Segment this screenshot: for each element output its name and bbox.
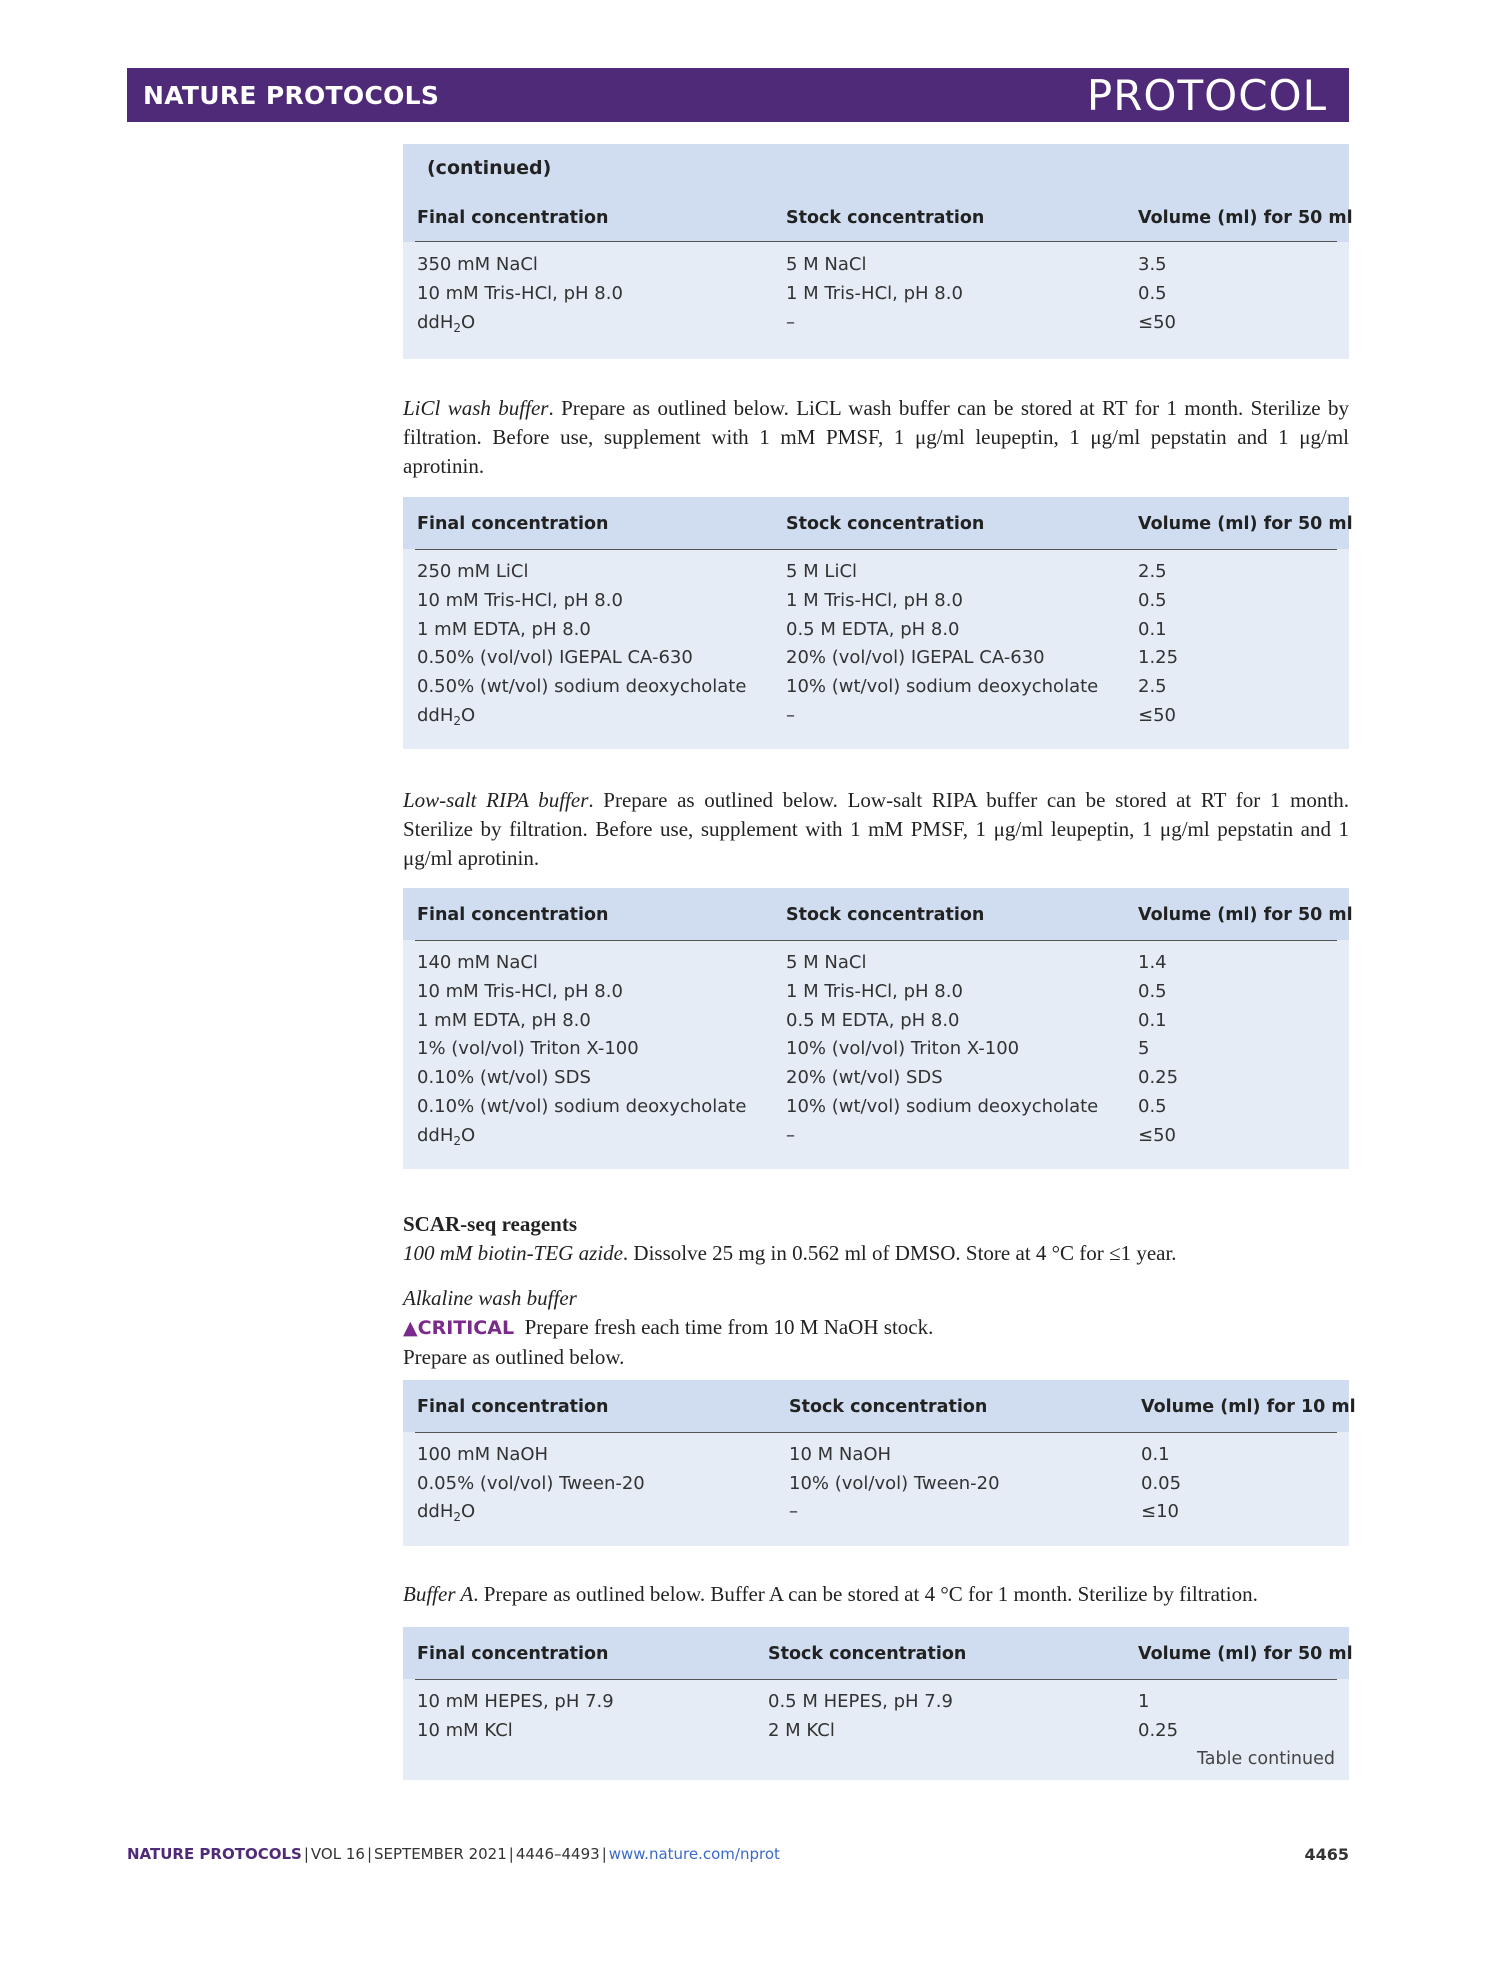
table-cell: 0.10% (wt/vol) sodium deoxycholate — [417, 1096, 747, 1117]
table-cell: 10 mM KCl — [417, 1720, 513, 1741]
table-cell: 2.5 — [1138, 561, 1167, 582]
col-volume: Volume (ml) for 50 ml — [1138, 905, 1353, 925]
table-cell: 1.4 — [1138, 952, 1167, 973]
ripa-paragraph — [403, 786, 1349, 873]
table-cell: 350 mM NaCl — [417, 254, 538, 275]
buffer-a-paragraph — [403, 1580, 1349, 1609]
table-cell: 1 mM EDTA, pH 8.0 — [417, 1010, 591, 1031]
biotin-text: . Dissolve 25 mg in 0.562 ml of DMSO. Store at 4 °C for ≤1 year. — [622, 1241, 1177, 1265]
col-final-concentration: Final concentration — [417, 905, 609, 925]
ripa-title: Low-salt RIPA buffer — [403, 788, 589, 812]
col-volume: Volume (ml) for 50 ml — [1138, 514, 1353, 534]
table-cell: 2 M KCl — [768, 1720, 835, 1741]
table-cell: – — [786, 1125, 795, 1146]
licl-text: . Prepare as outlined below. LiCL wash buffer can be stored at RT for 1 month. Sterilize by filtration. Before use, supplement with 1 mM PMSF, 1 μg/ml leupeptin, 1 μg/ml pepstatin and 1 μg/ml aprotinin. — [403, 396, 1349, 478]
alkaline-title: Alkaline wash buffer — [403, 1286, 577, 1310]
licl-wash-paragraph — [403, 394, 1349, 481]
table-cell: 1.25 — [1138, 647, 1179, 668]
header-rule — [415, 940, 1337, 941]
biotin-title: 100 mM biotin-TEG azide — [403, 1241, 623, 1265]
col-stock-concentration: Stock concentration — [786, 905, 985, 925]
table-cell: 1% (vol/vol) Triton X-100 — [417, 1038, 639, 1059]
table-cell: 0.05 — [1141, 1473, 1182, 1494]
col-final-concentration: Final concentration — [417, 1397, 609, 1417]
table-header — [403, 1627, 1353, 1679]
table-cell: 5 — [1138, 1038, 1150, 1059]
col-stock-concentration: Stock concentration — [786, 514, 985, 534]
journal-name: NATURE PROTOCOLS — [143, 81, 440, 110]
table-cell: ddH$_2$O — [417, 312, 476, 335]
footer-date: SEPTEMBER 2021 — [374, 1845, 507, 1863]
table-cell: ≤50 — [1138, 312, 1176, 333]
table-cell: 0.25 — [1138, 1067, 1179, 1088]
table-buffer-a — [403, 1627, 1353, 1780]
table-cell: 10 mM Tris-HCl, pH 8.0 — [417, 590, 623, 611]
prepare-text: Prepare as outlined below. — [403, 1345, 625, 1369]
col-final-concentration: Final concentration — [417, 208, 609, 228]
table-cell: 0.5 M HEPES, pH 7.9 — [768, 1691, 953, 1712]
table-cell: 100 mM NaOH — [417, 1444, 549, 1465]
col-volume: Volume (ml) for 50 ml — [1138, 208, 1353, 228]
ripa-text: . Prepare as outlined below. Low-salt RIPA buffer can be stored at RT for 1 month. Sterilize by filtration. Before use, supplement with 1 mM PMSF, 1 μg/ml leupeptin, 1 μg/ml pepstatin and 1 μg/ml aprotinin. — [403, 788, 1349, 870]
table-cell: – — [786, 312, 795, 333]
table-cell: 10 M NaOH — [789, 1444, 892, 1465]
table-cell: 0.05% (vol/vol) Tween-20 — [417, 1473, 645, 1494]
table-header — [403, 497, 1353, 549]
continued-label: (continued) — [427, 157, 552, 179]
critical-icon: ▲ — [403, 1317, 418, 1339]
table-cell: 20% (vol/vol) IGEPAL CA-630 — [786, 647, 1045, 668]
table-ripa — [403, 888, 1353, 1169]
table-cell: 3.5 — [1138, 254, 1167, 275]
table-cell: 0.5 M EDTA, pH 8.0 — [786, 1010, 960, 1031]
buffer-a-text: . Prepare as outlined below. Buffer A can be stored at 4 °C for 1 month. Sterilize by filtration. — [473, 1582, 1258, 1606]
table-cell: – — [786, 705, 795, 726]
table-cell: 0.5 — [1138, 283, 1167, 304]
table-continued-label: Table continued — [1196, 1749, 1335, 1769]
table-cell: 0.5 M EDTA, pH 8.0 — [786, 619, 960, 640]
table-cell: 0.5 — [1138, 1096, 1167, 1117]
header-rule — [415, 1432, 1337, 1433]
col-stock-concentration: Stock concentration — [789, 1397, 988, 1417]
critical-text: Prepare fresh each time from 10 M NaOH stock. — [524, 1315, 934, 1339]
footer-pages: 4446–4493 — [515, 1845, 600, 1863]
table-cell: ≤10 — [1141, 1501, 1179, 1522]
footer-volume: VOL 16 — [310, 1845, 365, 1863]
table-cell: 10% (wt/vol) sodium deoxycholate — [786, 1096, 1099, 1117]
table-cell: 0.1 — [1138, 1010, 1167, 1031]
col-volume: Volume (ml) for 50 ml — [1138, 1644, 1353, 1664]
table-cell: 1 mM EDTA, pH 8.0 — [417, 619, 591, 640]
table-cell: 0.1 — [1138, 619, 1167, 640]
table-cell: ddH$_2$O — [417, 1501, 476, 1524]
header-rule — [415, 241, 1337, 242]
table-cell: 0.5 — [1138, 981, 1167, 1002]
table-cell: 0.50% (wt/vol) sodium deoxycholate — [417, 676, 747, 697]
table-cell: 10 mM Tris-HCl, pH 8.0 — [417, 981, 623, 1002]
table-cell: ≤50 — [1138, 1125, 1176, 1146]
table-alkaline — [403, 1380, 1356, 1546]
table-cell: 0.50% (vol/vol) IGEPAL CA-630 — [417, 647, 693, 668]
table-cell: 0.10% (wt/vol) SDS — [417, 1067, 591, 1088]
table-continued — [403, 144, 1353, 359]
critical-note — [403, 1313, 1349, 1343]
table-cell: 140 mM NaCl — [417, 952, 538, 973]
header-rule — [415, 549, 1337, 550]
table-cell: 10% (vol/vol) Triton X-100 — [786, 1038, 1020, 1059]
col-final-concentration: Final concentration — [417, 514, 609, 534]
table-cell: 1 — [1138, 1691, 1150, 1712]
table-cell: 5 M LiCl — [786, 561, 858, 582]
licl-title: LiCl wash buffer — [403, 396, 549, 420]
page-footer: NATURE PROTOCOLS | VOL 16 | SEPTEMBER 2021 | 4446–4493 | www.nature.com/nprot 4465 — [127, 1845, 1349, 1864]
table-cell: 2.5 — [1138, 676, 1167, 697]
table-cell: ddH$_2$O — [417, 705, 476, 728]
table-cell: 10% (vol/vol) Tween-20 — [789, 1473, 1000, 1494]
col-stock-concentration: Stock concentration — [768, 1644, 967, 1664]
table-cell: 250 mM LiCl — [417, 561, 529, 582]
scar-seq-section — [403, 1210, 1349, 1372]
col-final-concentration: Final concentration — [417, 1644, 609, 1664]
table-cell: 5 M NaCl — [786, 254, 867, 275]
scar-seq-heading: SCAR-seq reagents — [403, 1212, 578, 1236]
header-rule — [415, 1679, 1337, 1680]
biotin-paragraph — [403, 1239, 1349, 1268]
table-cell: 5 M NaCl — [786, 952, 867, 973]
table-cell: 1 M Tris-HCl, pH 8.0 — [786, 981, 963, 1002]
col-stock-concentration: Stock concentration — [786, 208, 985, 228]
table-header — [403, 1380, 1356, 1432]
critical-label: CRITICAL — [417, 1317, 515, 1339]
table-cell: ddH$_2$O — [417, 1125, 476, 1148]
buffer-a-title: Buffer A — [403, 1582, 474, 1606]
section-label: PROTOCOL — [1086, 71, 1327, 120]
table-header — [403, 888, 1353, 940]
table-cell: 0.1 — [1141, 1444, 1170, 1465]
table-cell: ≤50 — [1138, 705, 1176, 726]
table-cell: 10% (wt/vol) sodium deoxycholate — [786, 676, 1099, 697]
table-cell: 0.5 — [1138, 590, 1167, 611]
table-header — [403, 144, 1353, 242]
table-cell: 10 mM HEPES, pH 7.9 — [417, 1691, 614, 1712]
page-number: 4465 — [1304, 1845, 1349, 1864]
table-cell: 1 M Tris-HCl, pH 8.0 — [786, 283, 963, 304]
col-volume: Volume (ml) for 10 ml — [1141, 1397, 1356, 1417]
footer-journal: NATURE PROTOCOLS — [127, 1845, 302, 1863]
table-cell: – — [789, 1501, 798, 1522]
table-cell: 10 mM Tris-HCl, pH 8.0 — [417, 283, 623, 304]
table-cell: 20% (wt/vol) SDS — [786, 1067, 943, 1088]
journal-header-bar — [127, 68, 1349, 122]
footer-url-link[interactable]: www.nature.com/nprot — [608, 1845, 780, 1863]
table-licl — [403, 497, 1353, 749]
table-cell: 0.25 — [1138, 1720, 1179, 1741]
table-cell: 1 M Tris-HCl, pH 8.0 — [786, 590, 963, 611]
